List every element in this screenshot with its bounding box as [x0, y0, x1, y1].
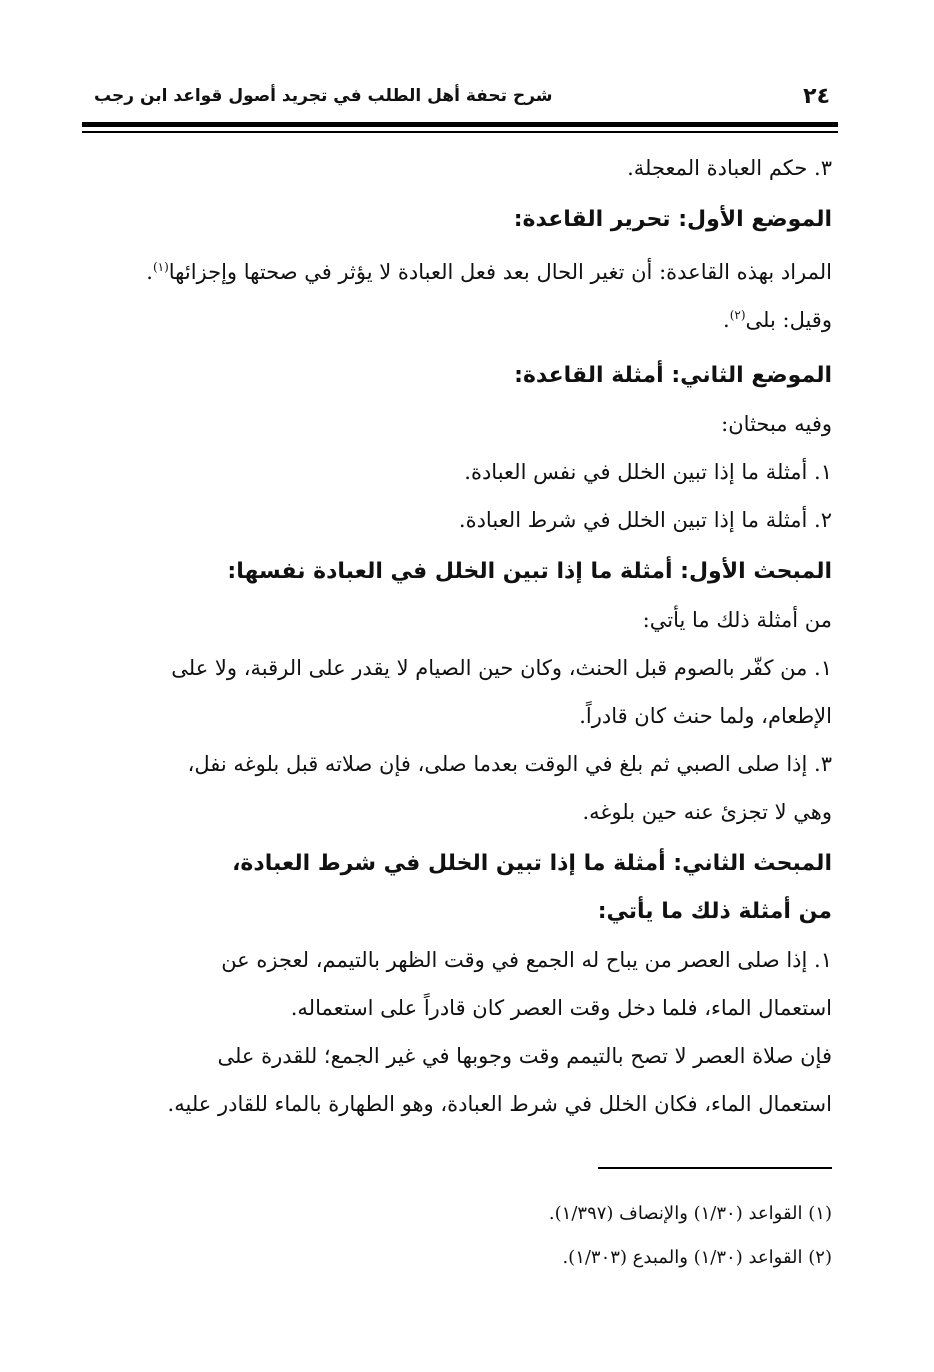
example-3-line-2: وهي لا تجزئ عنه حين بلوغه. — [582, 800, 832, 824]
example-b1-line-2: استعمال الماء، فلما دخل وقت العصر كان قادراً على استعماله. — [290, 996, 832, 1020]
heading-topic-1: الموضع الأول: تحرير القاعدة: — [513, 207, 832, 232]
list-item-2: ٢. أمثلة ما إذا تبين الخلل في شرط العبادة. — [458, 508, 832, 532]
header-rule-thin — [82, 131, 838, 133]
example-1-line-1: ١. من كفّر بالصوم قبل الحنث، وكان حين الصيام لا يقدر على الرقبة، ولا على — [171, 656, 832, 680]
footnote-rule — [598, 1167, 832, 1169]
example-1-line-2: الإطعام، ولما حنث كان قادراً. — [579, 704, 832, 728]
heading-topic-2: الموضع الثاني: أمثلة القاعدة: — [514, 363, 832, 388]
example-b1-line-1: ١. إذا صلى العصر من يباح له الجمع في وقت الظهر بالتيمم، لعجزه عن — [221, 948, 832, 972]
paragraph-qila — [82, 296, 832, 344]
paragraph-qila-end: . — [723, 308, 730, 332]
examples-intro-2: من أمثلة ذلك ما يأتي: — [597, 899, 832, 924]
paragraph-meaning-text: المراد بهذه القاعدة: أن تغير الحال بعد فعل العبادة لا يؤثر في صحتها وإجزائها — [168, 260, 832, 284]
example-3-line-1: ٣. إذا صلى الصبي ثم بلغ في الوقت بعدما صلى، فإن صلاته قبل بلوغه نفل، — [187, 752, 832, 776]
list-item-1: ١. أمثلة ما إذا تبين الخلل في نفس العبادة. — [464, 460, 832, 484]
example-b1-para-line-1: فإن صلاة العصر لا تصح بالتيمم وقت وجوبها في غير الجمع؛ للقدرة على — [217, 1044, 832, 1068]
paragraph-qila-text: وقيل: بلى — [745, 308, 832, 332]
footnote-ref-2: (٢) — [729, 308, 746, 322]
running-header — [82, 78, 838, 118]
footnote-2: (٢) القواعد (١/٣٠) والمبدع (١/٣٠٣). — [562, 1247, 832, 1268]
page-number: ٢٤ — [803, 84, 830, 109]
body-text — [82, 144, 832, 1128]
running-title: شرح تحفة أهل الطلب في تجريد أصول قواعد ابن رجب — [94, 86, 553, 106]
heading-section-2: المبحث الثاني: أمثلة ما إذا تبين الخلل في شرط العبادة، — [232, 851, 832, 876]
footnote-1: (١) القواعد (١/٣٠) والإنصاف (١/٣٩٧). — [548, 1203, 832, 1224]
list-item-3: ٣. حكم العبادة المعجلة. — [627, 156, 832, 180]
paragraph-meaning — [82, 248, 832, 296]
heading-section-1: المبحث الأول: أمثلة ما إذا تبين الخلل في العبادة نفسها: — [227, 559, 832, 584]
intro-two-sections: وفيه مبحثان: — [721, 412, 832, 436]
footnotes — [82, 1192, 832, 1280]
example-b1-para-line-2: استعمال الماء، فكان الخلل في شرط العبادة، وهو الطهارة بالماء للقادر عليه. — [167, 1092, 832, 1116]
footnote-ref-1: (١) — [152, 260, 169, 274]
header-rule-thick — [82, 122, 838, 127]
paragraph-meaning-end: . — [146, 260, 153, 284]
examples-intro-1: من أمثلة ذلك ما يأتي: — [642, 608, 832, 632]
